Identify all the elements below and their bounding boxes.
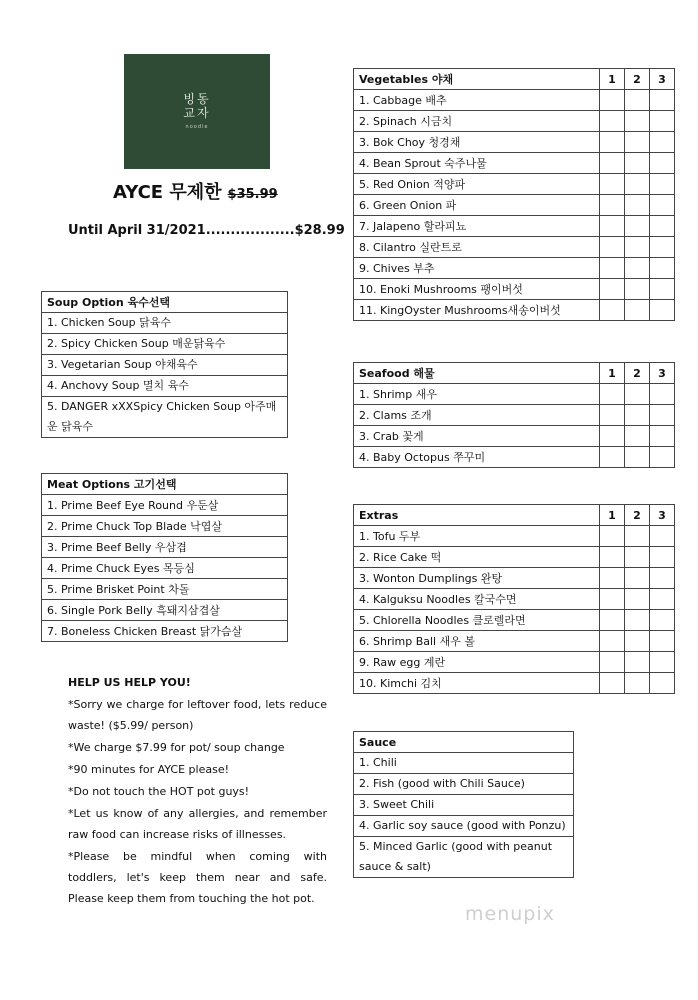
soup-row — [42, 397, 288, 438]
soup-row — [42, 355, 288, 376]
round-2-header: 2 — [625, 363, 650, 384]
round-2-header: 2 — [625, 505, 650, 526]
round-3-header: 3 — [650, 363, 675, 384]
logo-line-3: noodle — [185, 124, 209, 130]
extra-item: 9. Raw egg 계란 — [354, 652, 600, 673]
round-1-checkbox[interactable] — [600, 132, 625, 153]
extra-row — [354, 673, 675, 694]
round-1-checkbox[interactable] — [600, 547, 625, 568]
help-line: *Sorry we charge for leftover food, lets reduce waste! ($5.99/ person) — [68, 698, 327, 732]
sauce-item: 4. Garlic soy sauce (good with Ponzu) — [354, 816, 574, 837]
round-1-checkbox[interactable] — [600, 174, 625, 195]
soup-row — [42, 376, 288, 397]
soup-item: 3. Vegetarian Soup 야채육수 — [42, 355, 288, 376]
round-3-header: 3 — [650, 505, 675, 526]
meat-row — [42, 537, 288, 558]
round-3-checkbox[interactable] — [650, 216, 675, 237]
sauce-row — [354, 753, 574, 774]
seafood-item: 1. Shrimp 새우 — [354, 384, 600, 405]
help-line: *Please be mindful when coming with toddlers, let's keep them near and safe. Please keep them from touching the hot pot. — [68, 850, 327, 905]
round-1-checkbox[interactable] — [600, 384, 625, 405]
soup-row — [42, 334, 288, 355]
vegetable-row — [354, 153, 675, 174]
round-3-checkbox[interactable] — [650, 631, 675, 652]
meat-row — [42, 621, 288, 642]
round-1-checkbox[interactable] — [600, 279, 625, 300]
sauce-row — [354, 774, 574, 795]
vegetable-item: 3. Bok Choy 청경채 — [354, 132, 600, 153]
ayce-title: AYCE 무제한 — [113, 182, 222, 203]
round-3-checkbox[interactable] — [650, 447, 675, 468]
round-3-checkbox[interactable] — [650, 174, 675, 195]
round-3-checkbox[interactable] — [650, 526, 675, 547]
meat-row — [42, 579, 288, 600]
extra-row — [354, 589, 675, 610]
meat-item: 2. Prime Chuck Top Blade 낙엽살 — [42, 516, 288, 537]
round-1-checkbox[interactable] — [600, 568, 625, 589]
help-line: *We charge $7.99 for pot/ soup change — [68, 741, 285, 754]
round-3-checkbox[interactable] — [650, 153, 675, 174]
vegetable-row — [354, 300, 675, 321]
extra-item: 5. Chlorella Noodles 클로렐라면 — [354, 610, 600, 631]
round-2-checkbox[interactable] — [625, 216, 650, 237]
round-2-checkbox[interactable] — [625, 132, 650, 153]
extra-item: 2. Rice Cake 떡 — [354, 547, 600, 568]
round-2-checkbox[interactable] — [625, 652, 650, 673]
sauce-row — [354, 816, 574, 837]
sauce-table — [353, 731, 574, 878]
vegetables-header: Vegetables 야채 — [354, 69, 600, 90]
round-1-checkbox[interactable] — [600, 405, 625, 426]
help-notes — [68, 672, 327, 910]
meat-item: 6. Single Pork Belly 흑돼지삼겹살 — [42, 600, 288, 621]
round-2-checkbox[interactable] — [625, 195, 650, 216]
vegetable-row — [354, 279, 675, 300]
extra-row — [354, 568, 675, 589]
round-3-checkbox[interactable] — [650, 673, 675, 694]
soup-item: 4. Anchovy Soup 멸치 육수 — [42, 376, 288, 397]
vegetable-item: 1. Cabbage 배추 — [354, 90, 600, 111]
round-1-checkbox[interactable] — [600, 111, 625, 132]
round-1-checkbox[interactable] — [600, 300, 625, 321]
round-1-checkbox[interactable] — [600, 90, 625, 111]
help-line: *Do not touch the HOT pot guys! — [68, 785, 250, 798]
meat-item: 3. Prime Beef Belly 우삼겹 — [42, 537, 288, 558]
sauce-row — [354, 837, 574, 878]
round-2-checkbox[interactable] — [625, 526, 650, 547]
round-2-checkbox[interactable] — [625, 258, 650, 279]
help-title: HELP US HELP YOU! — [68, 676, 191, 689]
vegetable-item: 10. Enoki Mushrooms 팽이버섯 — [354, 279, 600, 300]
extra-row — [354, 631, 675, 652]
soup-option-table — [41, 291, 288, 438]
round-3-checkbox[interactable] — [650, 652, 675, 673]
sauce-item: 2. Fish (good with Chili Sauce) — [354, 774, 574, 795]
seafood-item: 4. Baby Octopus 쭈꾸미 — [354, 447, 600, 468]
vegetable-row — [354, 216, 675, 237]
vegetable-item: 11. KingOyster Mushrooms새송이버섯 — [354, 300, 600, 321]
round-2-checkbox[interactable] — [625, 426, 650, 447]
round-3-checkbox[interactable] — [650, 610, 675, 631]
vegetable-item: 9. Chives 부추 — [354, 258, 600, 279]
round-2-checkbox[interactable] — [625, 405, 650, 426]
round-1-checkbox[interactable] — [600, 589, 625, 610]
round-1-header: 1 — [600, 363, 625, 384]
extra-item: 3. Wonton Dumplings 완탕 — [354, 568, 600, 589]
meat-item: 5. Prime Brisket Point 차돌 — [42, 579, 288, 600]
sauce-header: Sauce — [354, 732, 574, 753]
round-2-checkbox[interactable] — [625, 111, 650, 132]
round-2-header: 2 — [625, 69, 650, 90]
restaurant-logo — [124, 54, 270, 169]
seafood-item: 2. Clams 조개 — [354, 405, 600, 426]
ayce-heading — [113, 178, 293, 204]
round-2-checkbox[interactable] — [625, 673, 650, 694]
round-1-checkbox[interactable] — [600, 652, 625, 673]
round-2-checkbox[interactable] — [625, 174, 650, 195]
extra-item: 4. Kalguksu Noodles 칼국수면 — [354, 589, 600, 610]
meat-options-table — [41, 473, 288, 642]
soup-header: Soup Option 육수선택 — [42, 292, 288, 313]
round-3-checkbox[interactable] — [650, 111, 675, 132]
extra-row — [354, 547, 675, 568]
vegetable-item: 2. Spinach 시금치 — [354, 111, 600, 132]
vegetable-item: 6. Green Onion 파 — [354, 195, 600, 216]
round-2-checkbox[interactable] — [625, 384, 650, 405]
round-3-checkbox[interactable] — [650, 279, 675, 300]
extra-row — [354, 610, 675, 631]
meat-item: 1. Prime Beef Eye Round 우둔살 — [42, 495, 288, 516]
soup-item: 1. Chicken Soup 닭육수 — [42, 313, 288, 334]
round-3-header: 3 — [650, 69, 675, 90]
round-3-checkbox[interactable] — [650, 90, 675, 111]
logo-line-2: 교자 — [183, 106, 211, 120]
round-3-checkbox[interactable] — [650, 547, 675, 568]
sauce-row — [354, 795, 574, 816]
vegetable-row — [354, 90, 675, 111]
round-2-checkbox[interactable] — [625, 568, 650, 589]
round-2-checkbox[interactable] — [625, 610, 650, 631]
round-2-checkbox[interactable] — [625, 153, 650, 174]
round-2-checkbox[interactable] — [625, 631, 650, 652]
soup-item: 5. DANGER xXXSpicy Chicken Soup 아주매운 닭육수 — [42, 397, 288, 438]
seafood-row — [354, 426, 675, 447]
round-2-checkbox[interactable] — [625, 279, 650, 300]
vegetable-row — [354, 195, 675, 216]
meat-row — [42, 495, 288, 516]
round-1-header: 1 — [600, 505, 625, 526]
round-1-checkbox[interactable] — [600, 447, 625, 468]
extra-row — [354, 652, 675, 673]
round-2-checkbox[interactable] — [625, 237, 650, 258]
round-3-checkbox[interactable] — [650, 195, 675, 216]
extra-item: 1. Tofu 두부 — [354, 526, 600, 547]
vegetable-row — [354, 258, 675, 279]
round-2-checkbox[interactable] — [625, 300, 650, 321]
meat-item: 4. Prime Chuck Eyes 목등심 — [42, 558, 288, 579]
sauce-item: 1. Chili — [354, 753, 574, 774]
seafood-row — [354, 447, 675, 468]
meat-row — [42, 600, 288, 621]
round-2-checkbox[interactable] — [625, 447, 650, 468]
vegetable-item: 7. Jalapeno 할라피뇨 — [354, 216, 600, 237]
round-3-checkbox[interactable] — [650, 258, 675, 279]
logo-line-1: 빙동 — [183, 92, 211, 106]
vegetable-item: 4. Bean Sprout 숙주나물 — [354, 153, 600, 174]
round-1-checkbox[interactable] — [600, 195, 625, 216]
round-3-checkbox[interactable] — [650, 426, 675, 447]
round-1-checkbox[interactable] — [600, 426, 625, 447]
seafood-header: Seafood 해물 — [354, 363, 600, 384]
vegetable-row — [354, 174, 675, 195]
round-1-header: 1 — [600, 69, 625, 90]
extras-header: Extras — [354, 505, 600, 526]
old-price: $35.99 — [227, 187, 278, 202]
round-3-checkbox[interactable] — [650, 300, 675, 321]
promo-price: Until April 31/2021..................$28.99 — [68, 223, 345, 238]
seafood-row — [354, 405, 675, 426]
extra-item: 10. Kimchi 김치 — [354, 673, 600, 694]
round-1-checkbox[interactable] — [600, 258, 625, 279]
seafood-item: 3. Crab 꽃게 — [354, 426, 600, 447]
menupix-watermark: menupix — [465, 903, 555, 925]
round-1-checkbox[interactable] — [600, 216, 625, 237]
seafood-table — [353, 362, 675, 468]
extras-table — [353, 504, 675, 694]
seafood-row — [354, 384, 675, 405]
round-3-checkbox[interactable] — [650, 132, 675, 153]
sauce-item: 3. Sweet Chili — [354, 795, 574, 816]
round-2-checkbox[interactable] — [625, 589, 650, 610]
soup-item: 2. Spicy Chicken Soup 매운닭육수 — [42, 334, 288, 355]
sauce-item: 5. Minced Garlic (good with peanut sauce & salt) — [354, 837, 574, 878]
soup-row — [42, 313, 288, 334]
vegetable-item: 8. Cilantro 실란트로 — [354, 237, 600, 258]
meat-header: Meat Options 고기선택 — [42, 474, 288, 495]
round-1-checkbox[interactable] — [600, 237, 625, 258]
round-1-checkbox[interactable] — [600, 526, 625, 547]
help-line: *90 minutes for AYCE please! — [68, 763, 230, 776]
meat-row — [42, 516, 288, 537]
round-3-checkbox[interactable] — [650, 405, 675, 426]
round-1-checkbox[interactable] — [600, 673, 625, 694]
round-1-checkbox[interactable] — [600, 631, 625, 652]
meat-row — [42, 558, 288, 579]
help-line: *Let us know of any allergies, and remember raw food can increase risks of illnesses. — [68, 807, 327, 841]
round-2-checkbox[interactable] — [625, 90, 650, 111]
vegetables-table — [353, 68, 675, 321]
round-3-checkbox[interactable] — [650, 384, 675, 405]
meat-item: 7. Boneless Chicken Breast 닭가슴살 — [42, 621, 288, 642]
round-3-checkbox[interactable] — [650, 568, 675, 589]
round-3-checkbox[interactable] — [650, 237, 675, 258]
vegetable-item: 5. Red Onion 적양파 — [354, 174, 600, 195]
vegetable-row — [354, 111, 675, 132]
round-2-checkbox[interactable] — [625, 547, 650, 568]
extra-item: 6. Shrimp Ball 새우 볼 — [354, 631, 600, 652]
vegetable-row — [354, 132, 675, 153]
round-1-checkbox[interactable] — [600, 610, 625, 631]
extra-row — [354, 526, 675, 547]
round-1-checkbox[interactable] — [600, 153, 625, 174]
round-3-checkbox[interactable] — [650, 589, 675, 610]
vegetable-row — [354, 237, 675, 258]
